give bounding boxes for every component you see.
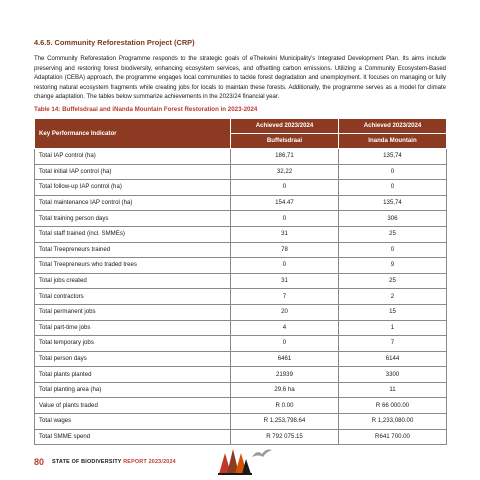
kpi-cell: Total IAP control (ha) <box>35 148 231 164</box>
inanda-value: 7 <box>339 336 447 352</box>
page-number: 80 <box>34 457 45 467</box>
table-row <box>35 289 447 305</box>
inanda-value: 0 <box>339 242 447 258</box>
kpi-cell: Total initial IAP control (ha) <box>35 164 231 180</box>
page-footer <box>34 455 176 469</box>
table-row <box>35 226 447 242</box>
inanda-value: 3300 <box>339 367 447 383</box>
kpi-cell: Total plants planted <box>35 367 231 383</box>
kpi-table-body <box>35 148 447 444</box>
inanda-value: 6144 <box>339 351 447 367</box>
inanda-value: 306 <box>339 211 447 227</box>
table-row <box>35 258 447 274</box>
report-title <box>52 459 176 465</box>
header-site-inanda: Inanda Mountain <box>339 133 447 148</box>
table-row <box>35 164 447 180</box>
buffelsdraai-value: 0 <box>231 211 339 227</box>
kpi-cell: Total SMME spend <box>35 429 231 445</box>
kpi-cell: Total wages <box>35 414 231 430</box>
table-row <box>35 398 447 414</box>
buffelsdraai-value: 0 <box>231 258 339 274</box>
header-achieved-buffelsdraai: Achieved 2023/2024 <box>231 118 339 133</box>
buffelsdraai-value: 0 <box>231 180 339 196</box>
kpi-cell: Total part-time jobs <box>35 320 231 336</box>
table-row <box>35 242 447 258</box>
kpi-cell: Total person days <box>35 351 231 367</box>
inanda-value: 25 <box>339 273 447 289</box>
table-row <box>35 414 447 430</box>
table-header-row <box>35 118 447 133</box>
inanda-value: 2 <box>339 289 447 305</box>
kpi-cell: Total follow-up IAP control (ha) <box>35 180 231 196</box>
buffelsdraai-value: 31 <box>231 226 339 242</box>
buffelsdraai-value: 4 <box>231 320 339 336</box>
inanda-value: 135,74 <box>339 195 447 211</box>
inanda-value: 25 <box>339 226 447 242</box>
buffelsdraai-value: 32,22 <box>231 164 339 180</box>
header-site-buffelsdraai: Buffelsdraai <box>231 133 339 148</box>
kpi-cell: Total jobs created <box>35 273 231 289</box>
table-caption: Table 14: Buffelsdraai and iNanda Mountain Forest Restoration in 2023-2024 <box>34 105 258 113</box>
ethekwini-logo-icon <box>218 447 252 475</box>
table-row <box>35 211 447 227</box>
inanda-value: 11 <box>339 382 447 398</box>
inanda-value: R641 700.00 <box>339 429 447 445</box>
table-row <box>35 351 447 367</box>
table-row <box>35 195 447 211</box>
buffelsdraai-value: 20 <box>231 304 339 320</box>
buffelsdraai-value: 154.47 <box>231 195 339 211</box>
buffelsdraai-value: 29.6 ha <box>231 382 339 398</box>
inanda-value: 135,74 <box>339 148 447 164</box>
kpi-cell: Total staff trained (incl. SMMEs) <box>35 226 231 242</box>
kpi-cell: Total Treepreneurs trained <box>35 242 231 258</box>
kpi-cell: Total training person days <box>35 211 231 227</box>
header-kpi: Key Performance Indicator <box>35 118 231 148</box>
inanda-value: 9 <box>339 258 447 274</box>
kpi-cell: Total Treepreneurs who traded trees <box>35 258 231 274</box>
kpi-cell: Total maintenance IAP control (ha) <box>35 195 231 211</box>
inanda-value: R 1,233,080.00 <box>339 414 447 430</box>
report-title-main: STATE OF BIODIVERSITY <box>52 459 124 465</box>
kpi-cell: Value of plants traded <box>35 398 231 414</box>
table-row <box>35 304 447 320</box>
kpi-cell: Total planting area (ha) <box>35 382 231 398</box>
kpi-cell: Total permanent jobs <box>35 304 231 320</box>
page-content <box>34 38 446 445</box>
buffelsdraai-value: 186,71 <box>231 148 339 164</box>
inanda-value: 0 <box>339 164 447 180</box>
buffelsdraai-value: 31 <box>231 273 339 289</box>
kpi-table <box>34 118 447 445</box>
buffelsdraai-value: 78 <box>231 242 339 258</box>
bird-icon <box>251 447 273 461</box>
intro-paragraph: The Community Reforestation Programme responds to the strategic goals of eThekwini Municipality’s Integrated Development Plan. Its aims include preserving and restoring forest biodiversity, enhancing ecosystem services, and offsetting carbon emissions. Utilizing a Community Ecosystem-Based Adaptation (CEBA) approach, the programme engages local communities to tackle forest degradation and unemployment. It focuses on managing or fully restoring natural ecosystem fragments while creating jobs for locals to maintain these forests. Additionally, the programme serves as a model for climate change adaptation. The tables below summarize achievements in the 2023/24 financial year. <box>34 55 446 101</box>
table-row <box>35 429 447 445</box>
table-row <box>35 336 447 352</box>
buffelsdraai-value: R 0.00 <box>231 398 339 414</box>
buffelsdraai-value: 21939 <box>231 367 339 383</box>
inanda-value: 15 <box>339 304 447 320</box>
buffelsdraai-value: 0 <box>231 336 339 352</box>
buffelsdraai-value: R 792 075.15 <box>231 429 339 445</box>
table-row <box>35 273 447 289</box>
table-row <box>35 320 447 336</box>
kpi-cell: Total temporary jobs <box>35 336 231 352</box>
inanda-value: 0 <box>339 180 447 196</box>
header-achieved-inanda: Achieved 2023/2024 <box>339 118 447 133</box>
inanda-value: 1 <box>339 320 447 336</box>
table-row <box>35 180 447 196</box>
table-row <box>35 148 447 164</box>
buffelsdraai-value: 7 <box>231 289 339 305</box>
buffelsdraai-value: R 1,253,798.64 <box>231 414 339 430</box>
table-row <box>35 367 447 383</box>
inanda-value: R 66 000.00 <box>339 398 447 414</box>
kpi-cell: Total contractors <box>35 289 231 305</box>
table-row <box>35 382 447 398</box>
section-title: 4.6.5. Community Reforestation Project (CRP) <box>34 38 195 47</box>
report-title-highlight: REPORT 2023/2024 <box>123 459 176 465</box>
buffelsdraai-value: 6461 <box>231 351 339 367</box>
